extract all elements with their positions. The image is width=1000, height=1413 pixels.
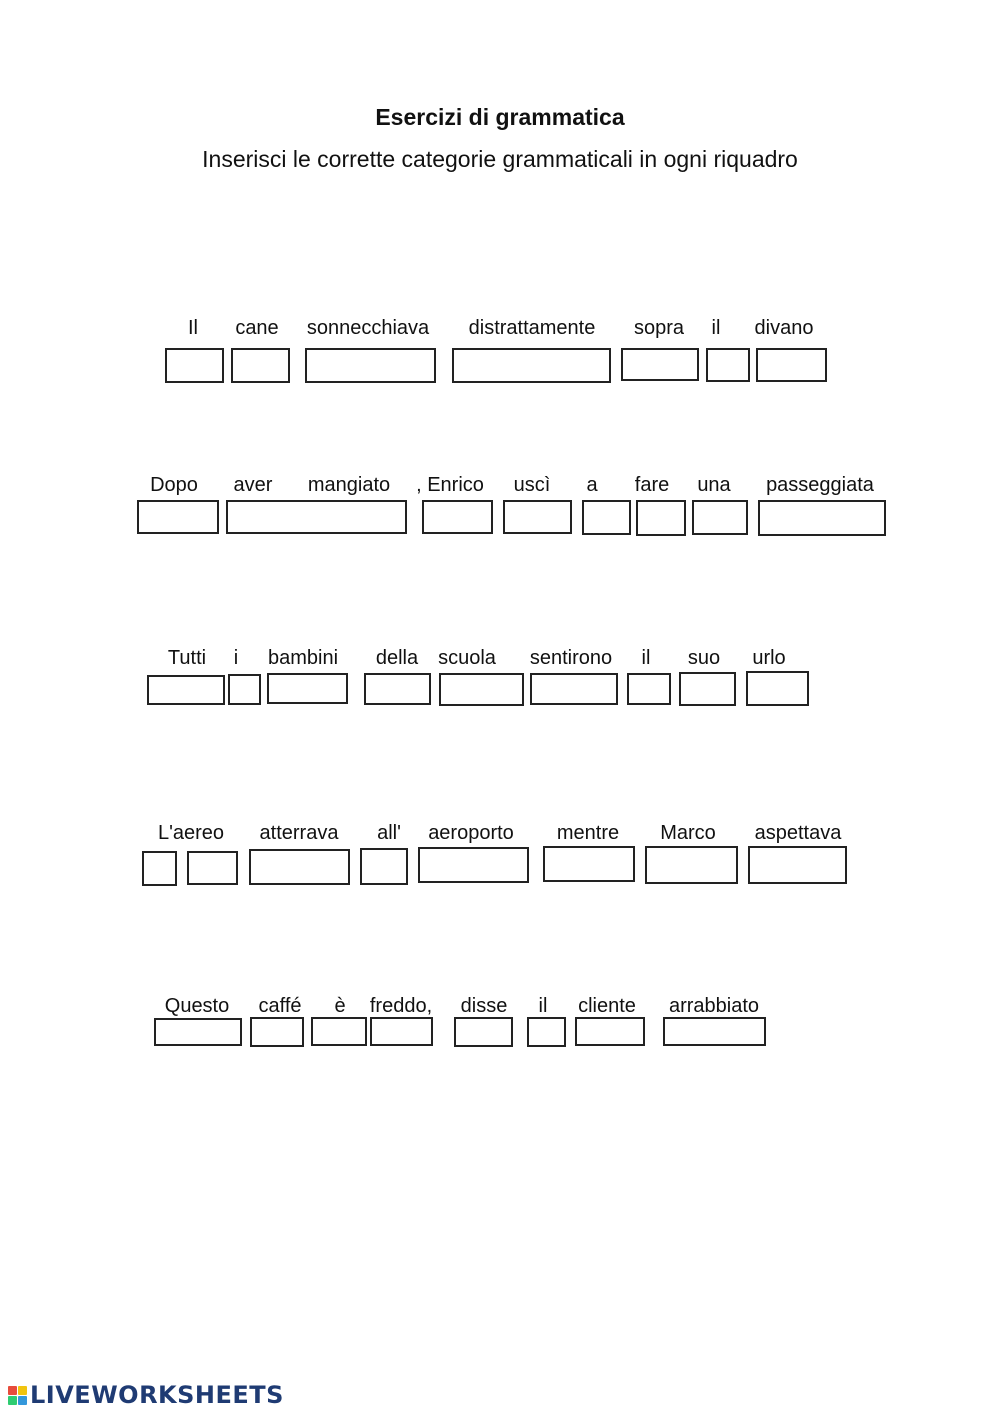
answer-box[interactable] xyxy=(527,1017,566,1047)
answer-box[interactable] xyxy=(582,500,631,535)
answer-box[interactable] xyxy=(154,1018,242,1046)
logo-text: LIVEWORKSHEETS xyxy=(30,1381,284,1409)
answer-box[interactable] xyxy=(305,348,436,383)
worksheet-title: Esercizi di grammatica xyxy=(375,104,625,130)
sentence-word: L'aereo xyxy=(157,822,225,844)
sentence-word: mangiato xyxy=(307,474,391,496)
answer-box[interactable] xyxy=(746,671,809,706)
answer-box[interactable] xyxy=(147,675,225,705)
answer-box[interactable] xyxy=(503,500,572,534)
sentence-word: disse xyxy=(460,995,508,1017)
sentence-word: cane xyxy=(235,317,279,339)
sentence-word: è xyxy=(334,995,346,1017)
answer-box[interactable] xyxy=(692,500,748,535)
answer-box[interactable] xyxy=(137,500,219,534)
answer-box[interactable] xyxy=(645,846,738,884)
sentence-word: a xyxy=(586,474,598,496)
sentence-word: sopra xyxy=(633,317,685,339)
sentence-word: Tutti xyxy=(167,647,207,669)
sentence-word: arrabbiato xyxy=(668,995,760,1017)
sentence-word: il xyxy=(711,317,721,339)
answer-box[interactable] xyxy=(543,846,635,882)
sentence-word: Dopo xyxy=(150,474,198,496)
answer-box[interactable] xyxy=(418,847,529,883)
sentence-word: , Enrico xyxy=(416,474,484,496)
answer-box[interactable] xyxy=(422,500,493,534)
answer-box[interactable] xyxy=(575,1017,645,1046)
logo-square-yellow xyxy=(18,1386,27,1395)
sentence-word: distrattamente xyxy=(468,317,596,339)
sentence-word: della xyxy=(375,647,419,669)
logo-square-green xyxy=(8,1396,17,1405)
answer-box[interactable] xyxy=(748,846,847,884)
answer-box[interactable] xyxy=(454,1017,513,1047)
answer-box[interactable] xyxy=(187,851,238,885)
answer-box[interactable] xyxy=(756,348,827,382)
answer-box[interactable] xyxy=(636,500,686,536)
answer-box[interactable] xyxy=(370,1017,433,1046)
sentence-word: scuola xyxy=(438,647,496,669)
answer-box[interactable] xyxy=(706,348,750,382)
answer-box[interactable] xyxy=(364,673,431,705)
answer-box[interactable] xyxy=(226,500,407,534)
answer-box[interactable] xyxy=(663,1017,766,1046)
logo-square-red xyxy=(8,1386,17,1395)
sentence-word: i xyxy=(233,647,239,669)
answer-box[interactable] xyxy=(165,348,224,383)
answer-box[interactable] xyxy=(250,1017,304,1047)
sentence-word: all' xyxy=(377,822,401,844)
logo-square-blue xyxy=(18,1396,27,1405)
sentence-word: una xyxy=(697,474,731,496)
sentence-word: il xyxy=(641,647,651,669)
answer-box[interactable] xyxy=(679,672,736,706)
sentence-word: atterrava xyxy=(259,822,339,844)
answer-box[interactable] xyxy=(231,348,290,383)
answer-box[interactable] xyxy=(311,1017,367,1046)
worksheet-instruction: Inserisci le corrette categorie grammaticali in ogni riquadro xyxy=(202,146,798,172)
sentence-word: passeggiata xyxy=(766,474,874,496)
sentence-word: il xyxy=(538,995,548,1017)
sentence-word: Questo xyxy=(164,995,230,1017)
answer-box[interactable] xyxy=(249,849,350,885)
sentence-word: cliente xyxy=(578,995,636,1017)
sentence-word: sentirono xyxy=(529,647,613,669)
sentence-word: Il xyxy=(188,317,198,339)
answer-box[interactable] xyxy=(228,674,261,705)
answer-box[interactable] xyxy=(621,348,699,381)
sentence-word: mentre xyxy=(556,822,620,844)
sentence-word: uscì xyxy=(513,474,551,496)
sentence-word: sonnecchiava xyxy=(306,317,430,339)
sentence-word: aeroporto xyxy=(428,822,514,844)
sentence-word: aspettava xyxy=(754,822,842,844)
sentence-word: aver xyxy=(233,474,273,496)
liveworksheets-logo xyxy=(8,1380,284,1410)
sentence-word: fare xyxy=(634,474,670,496)
liveworksheets-logo-icon xyxy=(8,1386,27,1405)
answer-box[interactable] xyxy=(452,348,611,383)
sentence-word: caffé xyxy=(258,995,302,1017)
answer-box[interactable] xyxy=(530,673,618,705)
sentence-word: freddo, xyxy=(369,995,433,1017)
answer-box[interactable] xyxy=(142,851,177,886)
answer-box[interactable] xyxy=(439,673,524,706)
sentence-word: suo xyxy=(687,647,721,669)
answer-box[interactable] xyxy=(758,500,886,536)
answer-box[interactable] xyxy=(267,673,348,704)
answer-box[interactable] xyxy=(627,673,671,705)
sentence-word: bambini xyxy=(267,647,339,669)
sentence-word: Marco xyxy=(660,822,716,844)
sentence-word: divano xyxy=(754,317,814,339)
answer-box[interactable] xyxy=(360,848,408,885)
sentence-word: urlo xyxy=(752,647,786,669)
